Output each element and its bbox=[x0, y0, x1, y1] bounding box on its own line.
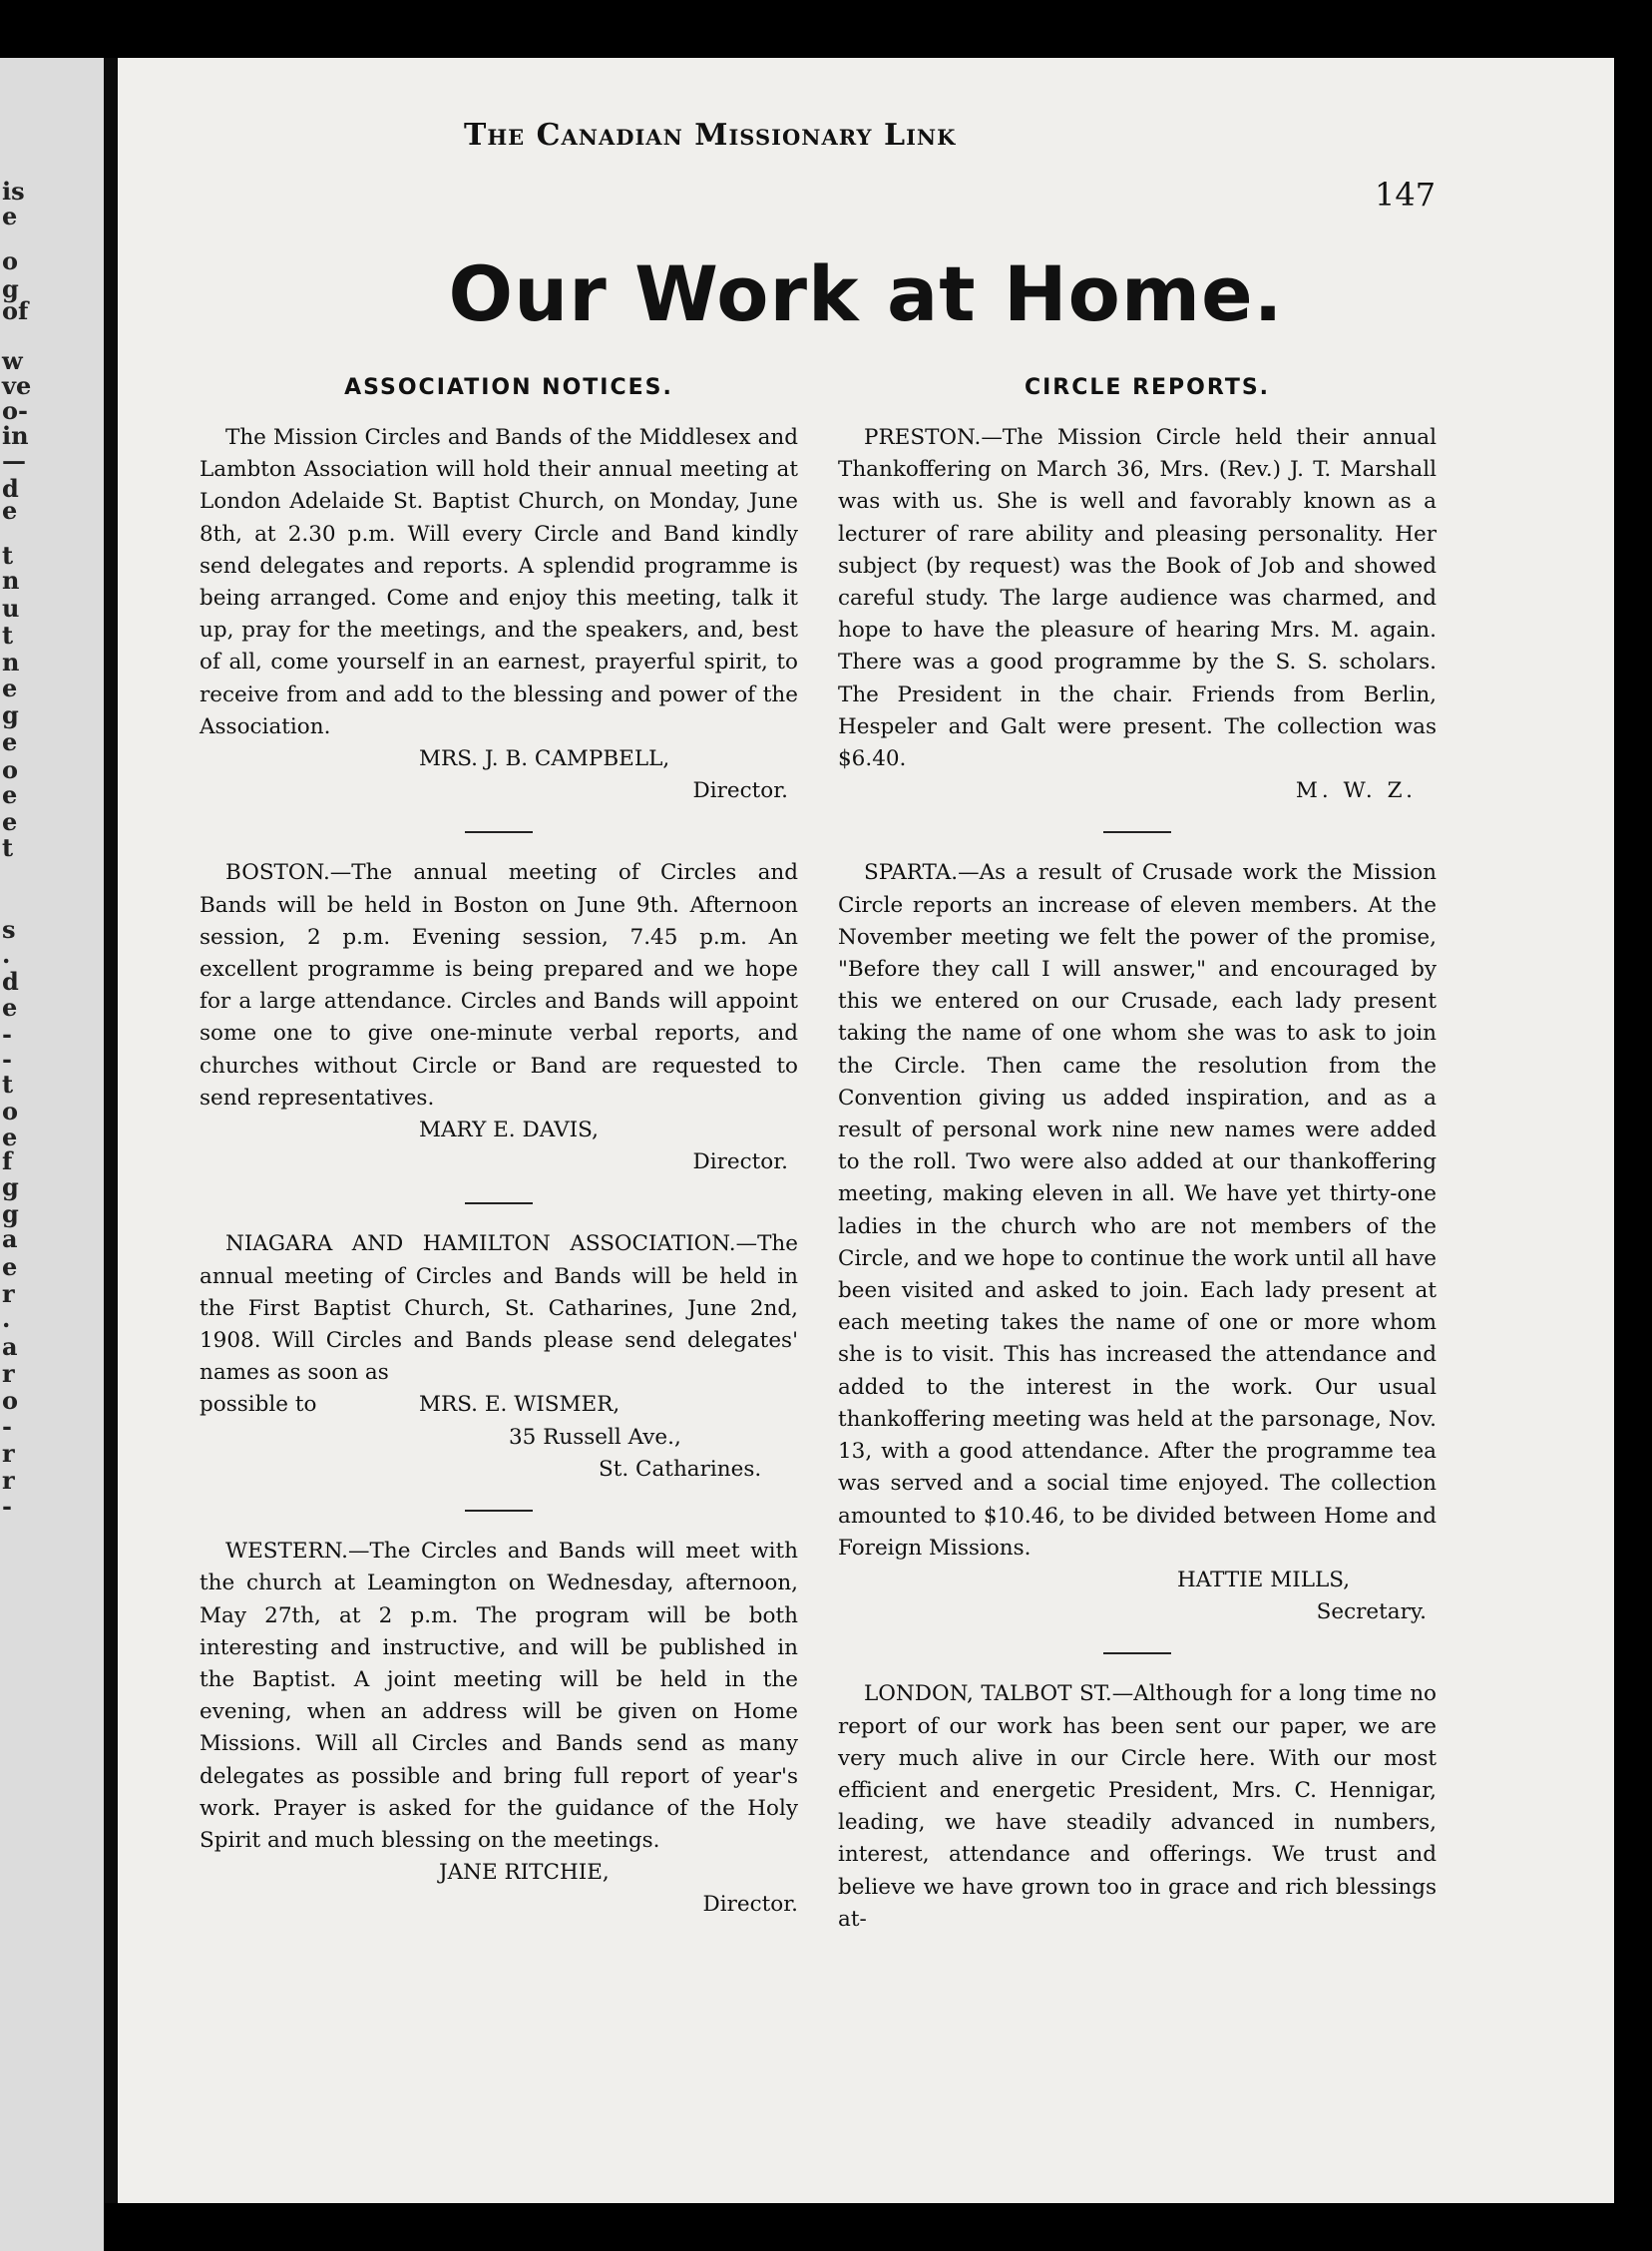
adjacent-page-fragment: ve bbox=[2, 371, 32, 400]
address-city: St. Catharines. bbox=[599, 1456, 762, 1482]
adjacent-page-fragment: n bbox=[2, 566, 20, 595]
report-sparta: SPARTA.—As a result of Crusade work the Mission Circle reports an increase of eleven members. At the November meeting we felt the power of the promise, "Before they call I will answer," and encouraged by this we entered on our Crusade, each lady present taking the name of one whom she was to ask to join the Circle. Then came the resolution from the Convention giving us added inspiration, and as a result of personal work nine new names were added to the roll. Two were also added at our thankoffering meeting, making eleven in all. We have yet thirty-one ladies in the church who are not members of the Circle, and we hope to continue the work until all have been visited and asked to join. Each lady present at each meeting takes the name of one or more whom she is to visit. This has increased the attendance and added to the interest in the work. Our usual thankoffering meeting was held at the parsonage, Nov. 13, with a good attendance. After the programme tea was served and a social time enjoyed. The collection amounted to $10.46, to be divided between Home and Foreign Missions. bbox=[838, 860, 1437, 1561]
adjacent-page-fragment: g bbox=[2, 1199, 19, 1228]
page-number: 147 bbox=[1375, 176, 1437, 214]
signature-block bbox=[200, 1115, 798, 1178]
scan-right-border bbox=[1614, 58, 1652, 2251]
adjacent-page-fragment: — bbox=[2, 446, 26, 475]
adjacent-page-fragment: u bbox=[2, 594, 20, 623]
adjacent-page-fragment: - bbox=[2, 1045, 12, 1074]
adjacent-page-fragment: g bbox=[2, 274, 19, 303]
adjacent-page-fragment: - bbox=[2, 1492, 12, 1521]
adjacent-page-fragment: g bbox=[2, 1172, 19, 1201]
signature-title: Director. bbox=[702, 1892, 798, 1918]
adjacent-page-fragment: e bbox=[2, 780, 18, 809]
adjacent-page-fragment: r bbox=[2, 1439, 15, 1468]
divider bbox=[465, 1510, 533, 1512]
left-column bbox=[200, 375, 798, 1922]
signature-name: MARY E. DAVIS, bbox=[419, 1118, 599, 1143]
adjacent-page-fragment: r bbox=[2, 1466, 15, 1495]
adjacent-page-fragment: e bbox=[2, 727, 18, 756]
adjacent-page-fragment: o bbox=[2, 1097, 19, 1126]
adjacent-page-fragment: t bbox=[2, 1070, 14, 1099]
divider bbox=[1103, 1652, 1171, 1654]
adjacent-page-fragment: r bbox=[2, 1359, 15, 1388]
notice-western: WESTERN.—The Circles and Bands will meet with the church at Leamington on Wednesday, afternoon, May 27th, at 2 p.m. The program will be both interesting and instructive, and will be published in the Baptist. A joint meeting will be held in the evening, when an address will be given on Home Missions. Will all Circles and Bands send as many delegates as possible and bring full report of year's work. Prayer is asked for the guidance of the Holy Spirit and much blessing on the meetings. bbox=[200, 1539, 798, 1853]
adjacent-page-fragment: e bbox=[2, 807, 18, 836]
adjacent-page-fragment: e bbox=[2, 1123, 18, 1151]
adjacent-page-fragment: t bbox=[2, 621, 14, 650]
adjacent-page-edge bbox=[0, 58, 104, 2251]
signature-title: Director. bbox=[692, 778, 788, 804]
report-preston: PRESTON.—The Mission Circle held their annual Thankoffering on March 36, Mrs. (Rev.) J. T. Marshall was with us. She is well and favorably known as a lecturer of rare ability and pleasing personality. Her subject (by request) was the Book of Job and showed careful study. The large audience was charmed, and hope to have the pleasure of hearing Mrs. M. again. There was a good programme by the S. S. scholars. The President in the chair. Friends from Berlin, Hespeler and Galt were present. The collection was $6.40. bbox=[838, 425, 1437, 772]
address-prefix: possible to bbox=[200, 1392, 317, 1418]
page-title: Our Work at Home. bbox=[448, 249, 1284, 338]
address-name: MRS. E. WISMER, bbox=[419, 1392, 620, 1418]
adjacent-page-fragment: f bbox=[2, 1146, 13, 1175]
adjacent-page-fragment: - bbox=[2, 1020, 12, 1049]
adjacent-page-fragment: o bbox=[2, 755, 19, 784]
adjacent-page-fragment: n bbox=[2, 648, 20, 676]
scan-bottom-border bbox=[104, 2203, 1614, 2251]
adjacent-page-fragment: . bbox=[2, 940, 11, 969]
notice-niagara-hamilton: NIAGARA AND HAMILTON ASSOCIATION.—The annual meeting of Circles and Bands will be held in the First Baptist Church, St. Catharines, June 2nd, 1908. Will Circles and Bands please send delegates' names as soon as bbox=[200, 1231, 798, 1386]
adjacent-page-fragment: t bbox=[2, 833, 14, 862]
page-gutter bbox=[104, 58, 118, 2251]
signature-name: JANE RITCHIE, bbox=[439, 1860, 610, 1886]
right-column bbox=[838, 375, 1437, 1936]
divider bbox=[465, 831, 533, 833]
signature-name: MRS. J. B. CAMPBELL, bbox=[419, 746, 670, 772]
adjacent-page-fragment: d bbox=[2, 967, 19, 996]
notice-boston: BOSTON.—The annual meeting of Circles and Bands will be held in Boston on June 9th. Afternoon session, 2 p.m. Evening session, 7.45 p.m. An excellent programme is being prepared and we hope for a large attendance. Circles and Bands will appoint some one to give one-minute verbal reports, and churches without Circle or Band are requested to send representatives. bbox=[200, 860, 798, 1111]
adjacent-page-fragment: t bbox=[2, 541, 14, 570]
adjacent-page-fragment: s bbox=[2, 915, 16, 944]
adjacent-page-fragment: of bbox=[2, 296, 29, 325]
adjacent-page-fragment: a bbox=[2, 1332, 18, 1361]
adjacent-page-fragment: in bbox=[2, 421, 29, 450]
adjacent-page-fragment: e bbox=[2, 202, 18, 230]
signature-block bbox=[200, 743, 798, 807]
adjacent-page-fragment: o- bbox=[2, 396, 28, 425]
report-initials: M. W. Z. bbox=[1295, 778, 1417, 804]
adjacent-page-fragment: o bbox=[2, 1386, 19, 1415]
adjacent-page-fragment: e bbox=[2, 496, 18, 525]
adjacent-page-fragment: . bbox=[2, 1304, 11, 1333]
running-head: The Canadian Missionary Link bbox=[464, 118, 957, 153]
circle-reports-heading: CIRCLE REPORTS. bbox=[1024, 375, 1271, 400]
adjacent-page-fragment: d bbox=[2, 474, 19, 503]
signature-block bbox=[200, 1857, 798, 1921]
address-street: 35 Russell Ave., bbox=[509, 1424, 681, 1450]
divider bbox=[1103, 831, 1171, 833]
scan-top-border bbox=[0, 0, 1652, 58]
signature-block bbox=[838, 1565, 1437, 1628]
report-london-talbot: LONDON, TALBOT ST.—Although for a long time no report of our work has been sent our paper, we are very much alive in our Circle here. With our most efficient and energetic President, Mrs. C. Hennigar, leading, we have steadily advanced in numbers, interest, attendance and offerings. We trust and believe we have grown too in grace and rich blessings at- bbox=[838, 1681, 1437, 1932]
signature-title: Director. bbox=[692, 1149, 788, 1175]
adjacent-page-fragment: e bbox=[2, 674, 18, 702]
notice-middlesex-lambton: The Mission Circles and Bands of the Middlesex and Lambton Association will hold their annual meeting at London Adelaide St. Baptist Church, on Monday, June 8th, at 2.30 p.m. Will every Circle and Band kindly send delegates and reports. A splendid programme is being arranged. Come and enjoy this meeting, talk it up, pray for the meetings, and the speakers, and, best of all, come yourself in an earnest, prayerful spirit, to receive from and add to the blessing and power of the Association. bbox=[200, 425, 798, 739]
adjacent-page-fragment: r bbox=[2, 1279, 15, 1308]
adjacent-page-fragment: e bbox=[2, 993, 18, 1022]
adjacent-page-fragment: - bbox=[2, 1412, 12, 1441]
adjacent-page-fragment: g bbox=[2, 700, 19, 729]
address-block bbox=[200, 1389, 798, 1486]
signature-title: Secretary. bbox=[1316, 1599, 1427, 1625]
association-notices-heading: ASSOCIATION NOTICES. bbox=[344, 375, 673, 400]
divider bbox=[465, 1202, 533, 1204]
adjacent-page-fragment: is bbox=[2, 177, 25, 206]
adjacent-page-fragment: w bbox=[2, 346, 23, 375]
adjacent-page-fragment: e bbox=[2, 1252, 18, 1281]
signature-name: HATTIE MILLS, bbox=[1177, 1567, 1351, 1592]
adjacent-page-fragment: a bbox=[2, 1224, 18, 1253]
adjacent-page-fragment: o bbox=[2, 246, 19, 275]
